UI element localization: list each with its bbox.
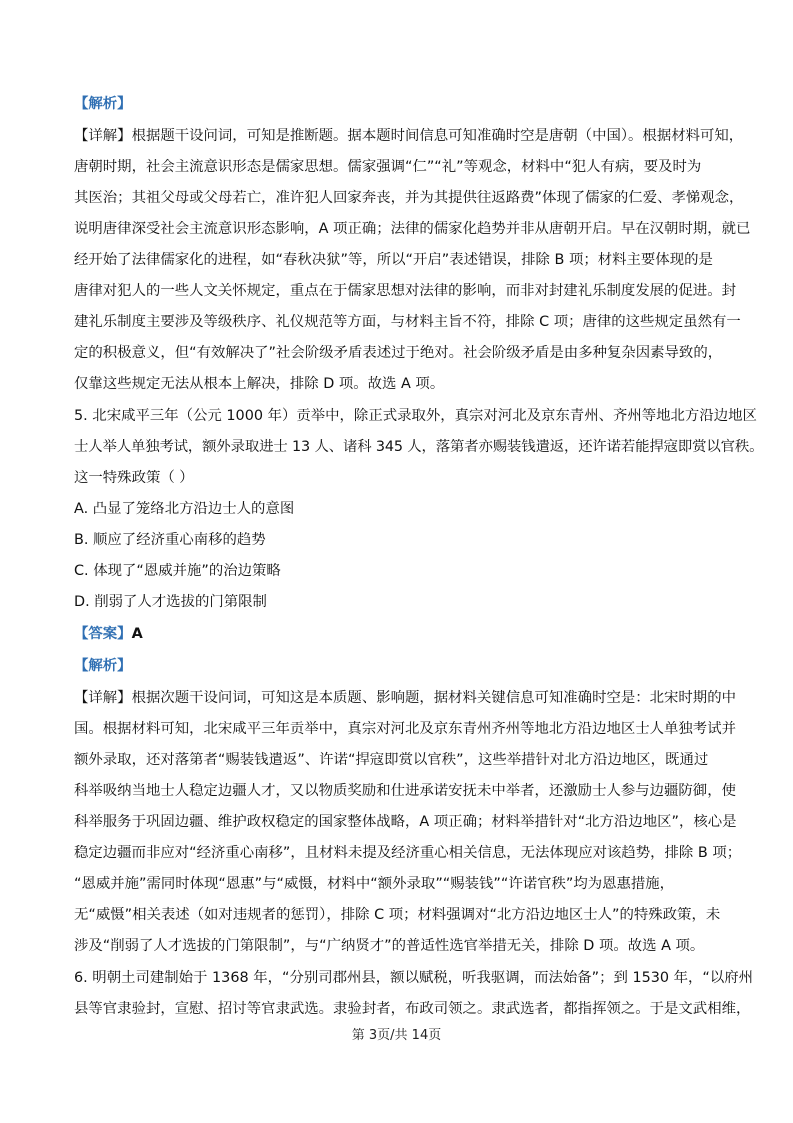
detail1-line-8: 定的积极意义，但“有效解决了”社会阶级矛盾表述过于绝对。社会阶级矛盾是由多种复杂因素导致的， xyxy=(74,345,723,361)
analysis-label-2: 【解析】 xyxy=(74,658,132,674)
detail1-line-2: 唐朝时期，社会主流意识形态是儒家思想。儒家强调“仁”“礼”等观念，材料中“犯人有病，要及时为 xyxy=(74,159,702,175)
question5-line-1: 5. 北宋咸平三年（公元 1000 年）贡举中，除正式录取外，真宗对河北及京东青州、齐州等地北方沿边地区 xyxy=(74,408,757,424)
detail1-line-4: 说明唐律深受社会主流意识形态影响，A 项正确；法律的儒家化趋势并非从唐朝开启。早在汉朝时期，就已 xyxy=(74,221,751,237)
detail1-line-7: 建礼乐制度主要涉及等级秩序、礼仪规范等方面，与材料主旨不符，排除 C 项；唐律的这些规定虽然有一 xyxy=(74,314,741,330)
detail2-line-4: 科举吸纳当地士人稳定边疆人才，又以物质奖励和仕进承诺安抚未中举者，还激励士人参与边疆防御，使 xyxy=(74,783,736,799)
answer-label: 【答案】 xyxy=(74,626,132,642)
question6-line-2: 县等官隶验封，宣慰、招讨等官隶武选。隶验封者，布政司领之。隶武选者，都指挥领之。于是文武相维， xyxy=(74,1001,751,1017)
answer-value: A xyxy=(131,626,143,642)
detail1-line-3: 其医治；其祖父母或父母若亡，准许犯人回家奔丧，并为其提供往返路费”体现了儒家的仁爱、孝悌观念， xyxy=(74,190,744,206)
option-d: D. 削弱了人才选拔的门第限制 xyxy=(74,594,267,610)
detail2-line-3: 额外录取，还对落第者“赐装钱遣返”、许诺“捍寇即赏以官秩”，这些举措针对北方沿边地区，既通过 xyxy=(74,752,709,768)
option-c: C. 体现了“恩威并施”的治边策略 xyxy=(74,563,281,579)
option-b: B. 顺应了经济重心南移的趋势 xyxy=(74,532,266,548)
answer-line xyxy=(74,624,143,644)
detail1-line-9: 仅靠这些规定无法从根本上解决，排除 D 项。故选 A 项。 xyxy=(74,376,445,392)
detail2-line-9: 涉及“削弱了人才选拔的门第限制”，与“广纳贤才”的普适性选官举措无关，排除 D 项。故选 A 项。 xyxy=(74,938,705,954)
detail2-line-1: 【详解】根据次题干设问词，可知这是本质题、影响题，据材料关键信息可知准确时空是：北宋时期的中 xyxy=(74,690,736,706)
analysis-label-1: 【解析】 xyxy=(74,96,132,112)
detail2-line-2: 国。根据材料可知，北宋咸平三年贡举中，真宗对河北及京东青州齐州等地北方沿边地区士人单独考试并 xyxy=(74,721,736,737)
question6-line-1: 6. 明朝土司建制始于 1368 年，“分别司郡州县，额以赋税，听我驱调，而法始备”；到 1530 年，“以府州 xyxy=(74,970,754,986)
option-a: A. 凸显了笼络北方沿边士人的意图 xyxy=(74,501,295,517)
page-footer: 第 3页/共 14页 xyxy=(351,1028,442,1043)
detail2-line-6: 稳定边疆而非应对“经济重心南移”，且材料未提及经济重心相关信息，无法体现应对该趋势，排除 B 项； xyxy=(74,845,742,861)
detail2-line-5: 科举服务于巩固边疆、维护政权稳定的国家整体战略，A 项正确；材料举措针对“北方沿边地区”，核心是 xyxy=(74,814,737,830)
question5-line-2: 士人举人单独考试，额外录取进士 13 人、诸科 345 人，落第者亦赐装钱遣返，还许诺若能捍寇即赏以官秩。 xyxy=(74,439,764,455)
detail1-line-5: 经开始了法律儒家化的进程，如“春秋决狱”等，所以“开启”表述错误，排除 B 项；材料主要体现的是 xyxy=(74,252,713,268)
detail2-line-7: “恩威并施”需同时体现“恩惠”与“威慑，材料中“额外录取”“赐装钱”“许诺官秩”均为恩惠措施， xyxy=(74,876,675,892)
detail1-line-1: 【详解】根据题干设问词，可知是推断题。据本题时间信息可知准确时空是唐朝（中国）。根据材料可知， xyxy=(74,128,744,144)
detail1-line-6: 唐律对犯人的一些人文关怀规定，重点在于儒家思想对法律的影响，而非对封建礼乐制度发展的促进。封 xyxy=(74,283,736,299)
detail2-line-8: 无“威慑”相关表述（如对违规者的惩罚），排除 C 项；材料强调对“北方沿边地区士人”的特殊政策，未 xyxy=(74,907,721,923)
question5-line-3: 这一特殊政策（ ） xyxy=(74,470,194,486)
